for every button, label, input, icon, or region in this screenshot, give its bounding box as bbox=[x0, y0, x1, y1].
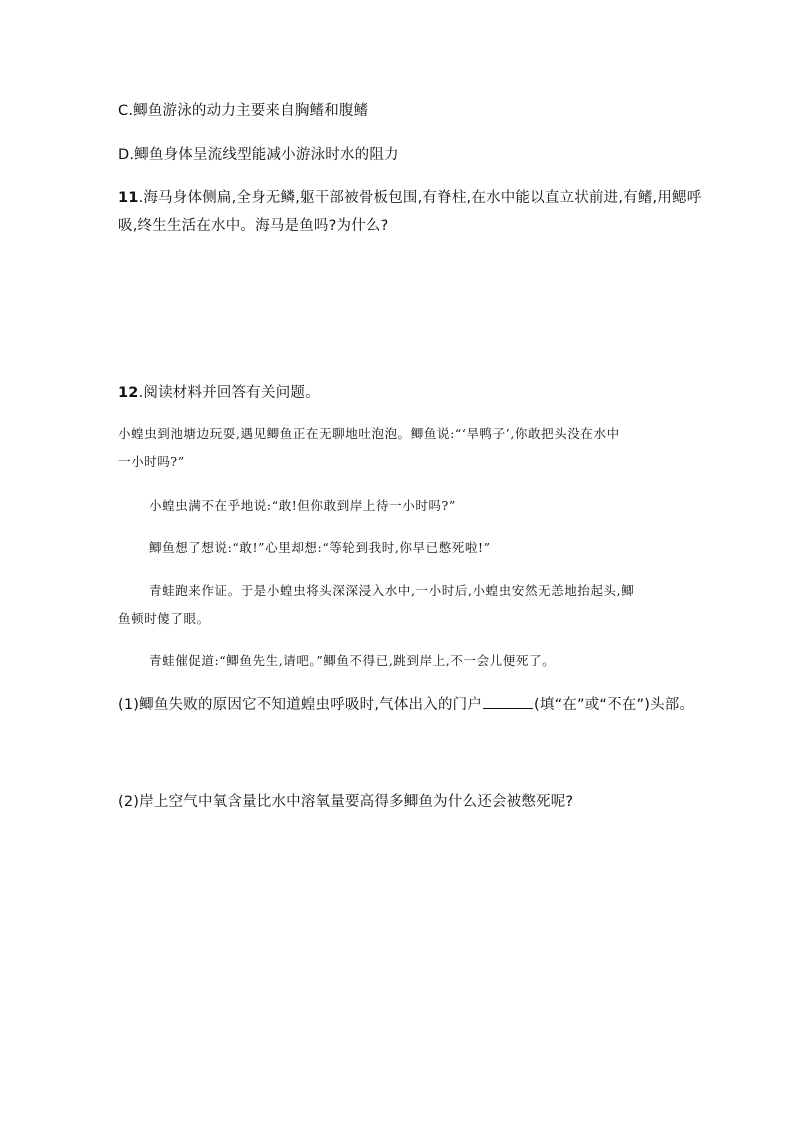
story-paragraph-3: 鲫鱼想了想说:“敢!”心里却想:“等轮到我时,你早已憋死啦!” bbox=[149, 540, 491, 555]
question-11-line-1 bbox=[118, 188, 701, 208]
sub-question-1-tail: (填“在”或“不在”)头部。 bbox=[534, 697, 695, 713]
answer-blank[interactable] bbox=[483, 694, 533, 709]
story-paragraph-1-line-1: 小蝗虫到池塘边玩耍,遇见鲫鱼正在无聊地吐泡泡。鲫鱼说:“‘旱鸭子’,你敢把头没在水中 bbox=[118, 426, 620, 441]
question-11-line-2: 吸,终生生活在水中。海马是鱼吗?为什么? bbox=[118, 218, 389, 234]
question-12-title bbox=[118, 383, 320, 403]
question-11-text: .海马身体侧扁,全身无鳞,躯干部被骨板包围,有脊柱,在水中能以直立状前进,有鳍,用鳃呼 bbox=[138, 190, 702, 206]
question-12-number: 12 bbox=[118, 385, 139, 401]
story-paragraph-4-line-2: 鱼顿时傻了眼。 bbox=[118, 611, 210, 626]
question-12-title-text: .阅读材料并回答有关问题。 bbox=[138, 385, 320, 401]
sub-question-2: (2)岸上空气中氧含量比水中溶氧量要高得多鲫鱼为什么还会被憋死呢? bbox=[118, 794, 574, 810]
option-c: C.鲫鱼游泳的动力主要来自胸鳍和腹鳍 bbox=[118, 103, 369, 119]
story-paragraph-2: 小蝗虫满不在乎地说:“敢!但你敢到岸上待一小时吗?” bbox=[149, 498, 456, 513]
story-paragraph-5: 青蛙催促道:“鲫鱼先生,请吧。”鲫鱼不得已,跳到岸上,不一会儿便死了。 bbox=[149, 653, 556, 668]
sub-question-1 bbox=[118, 694, 694, 715]
option-d: D.鲫鱼身体呈流线型能减小游泳时水的阻力 bbox=[118, 147, 399, 163]
sub-question-1-text: (1)鲫鱼失败的原因它不知道蝗虫呼吸时,气体出入的门户 bbox=[118, 697, 483, 713]
story-paragraph-4-line-1: 青蛙跑来作证。于是小蝗虫将头深深浸入水中,一小时后,小蝗虫安然无恙地抬起头,鲫 bbox=[149, 583, 635, 598]
story-paragraph-1-line-2: 一小时吗?” bbox=[118, 454, 185, 469]
question-11-number: 11 bbox=[118, 190, 139, 206]
